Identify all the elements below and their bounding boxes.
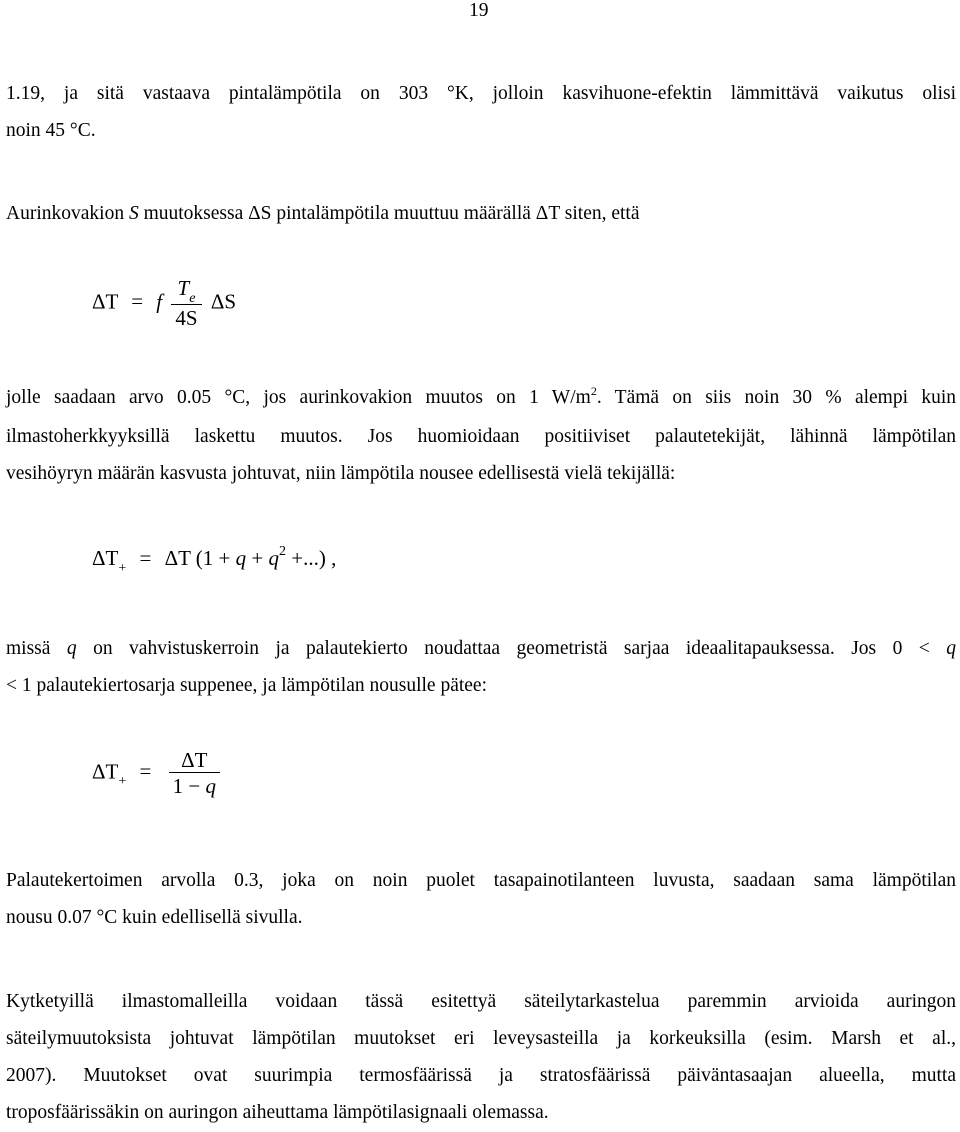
page-number: 19	[469, 0, 489, 21]
equation-1-lhs: ΔT	[92, 289, 118, 314]
paragraph-6-line-4: troposfäärissäkin on auringon aiheuttama lämpötilasignaali olemassa.	[6, 1102, 549, 1123]
paragraph-3-line-3: vesihöyryn määrän kasvusta johtuvat, niin lämpötila nousee edellisestä vielä tekijällä:	[6, 463, 676, 484]
equation-1-rhs: ΔS	[210, 289, 237, 314]
paragraph-6-line-3: 2007). Muutokset ovat suurimpia termosfäärissä ja stratosfäärissä päiväntasaajan alueella, mutta	[6, 1065, 956, 1086]
equation-series-sum: $\Delta T_+$ = $\frac{\Delta T}{1 - q}$	[92, 748, 224, 799]
paragraph-3-line-1: jolle saadaan arvo 0.05 °C, jos aurinkovakion muutos on 1 $W/m^2$. Tämä on siis noin 30 % alempi kuin	[6, 384, 956, 408]
paragraph-3	[6, 379, 956, 492]
paragraph-4	[6, 630, 956, 704]
equation-1-f: f	[156, 289, 163, 314]
equation-1-fraction: $\frac{T_e}{4S}$	[171, 276, 201, 331]
paragraph-1	[6, 75, 956, 149]
paragraph-1-line-1: 1.19, ja sitä vastaava pintalämpötila on 303 °K, jolloin kasvihuone-efektin lämmittävä vaikutus olisi	[6, 83, 956, 104]
paragraph-5-line-1: Palautekertoimen arvolla 0.3, joka on noin puolet tasapainotilanteen luvusta, saadaan sama lämpötilan	[6, 870, 956, 891]
paragraph-6-line-1: Kytketyillä ilmastomalleilla voidaan tässä esitettyä säteilytarkastelua paremmin arvioida auringon	[6, 991, 956, 1012]
paragraph-2-line-1: Aurinkovakion S muutoksessa ΔS pintalämpötila muuttuu määrällä ΔT siten, että	[6, 203, 640, 224]
equation-feedback-series: $\Delta T_+ = \Delta T$ ($1 + q + q^2$ +...) ,	[92, 544, 337, 576]
paragraph-5-line-2: nousu 0.07 °C kuin edellisellä sivulla.	[6, 907, 303, 928]
equation-delta-t: ΔT = f $\frac{T_e}{4S}$ ΔS	[92, 276, 237, 330]
paragraph-4-line-2: < 1 palautekiertosarja suppenee, ja lämpötilan nousulle pätee:	[6, 675, 487, 696]
paragraph-2	[6, 195, 956, 232]
paragraph-5	[6, 862, 956, 936]
paragraph-4-line-1: missä q on vahvistuskerroin ja palautekierto noudattaa geometristä sarjaa ideaalitapauksessa. Jos 0 < q	[6, 638, 956, 659]
paragraph-3-line-2: ilmastoherkkyyksillä laskettu muutos. Jos huomioidaan positiiviset palautetekijät, lähinnä lämpötilan	[6, 426, 956, 447]
paragraph-6	[6, 983, 956, 1131]
equation-3-fraction: $\frac{\Delta T}{1 - q}$	[169, 748, 220, 799]
paragraph-1-line-2: noin 45 °C.	[6, 120, 96, 141]
paragraph-6-line-2: säteilymuutoksista johtuvat lämpötilan muutokset eri leveysasteilla ja korkeuksilla (esim. Marsh et al.,	[6, 1028, 956, 1049]
